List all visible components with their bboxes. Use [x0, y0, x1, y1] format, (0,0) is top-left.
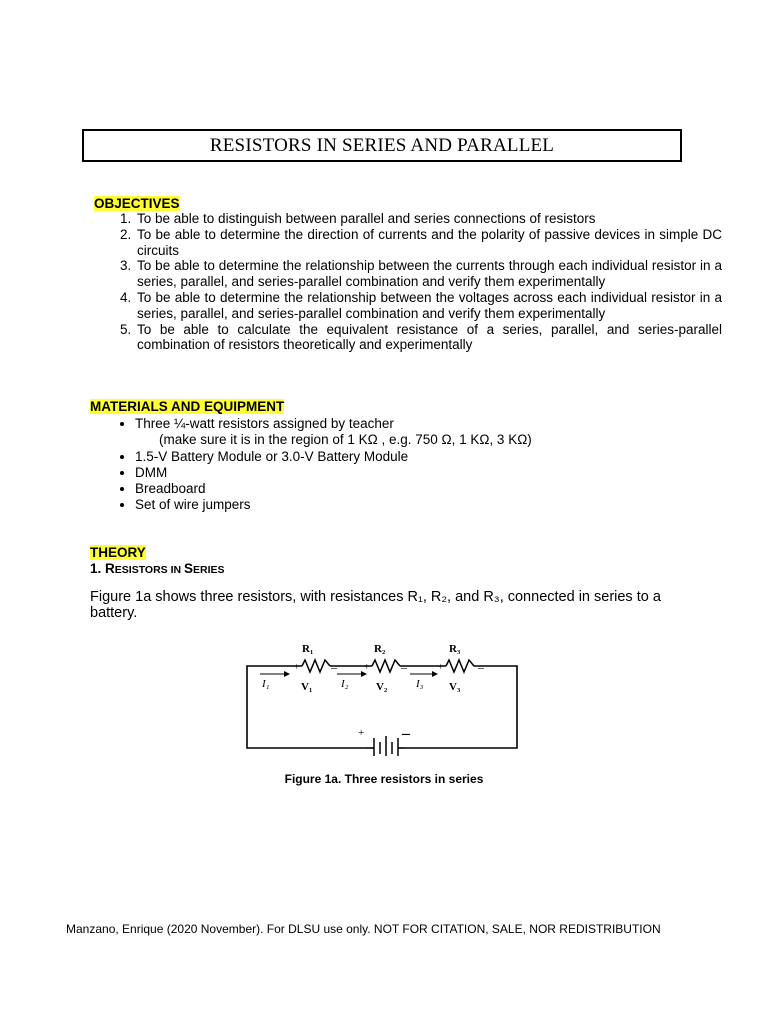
list-item: 4. To be able to determine the relationship between the voltages across each individual resistor in a series, parallel, and series-parallel combination and verify them experimentally — [135, 290, 722, 322]
list-item: 3. To be able to determine the relationship between the currents through each individual resistor in a series, parallel, and series-parallel combination and verify them experimentally — [135, 258, 722, 290]
materials-heading: MATERIALS AND EQUIPMENT — [90, 399, 285, 414]
resistor-r1-symbol — [302, 660, 330, 672]
figure-caption: Figure 1a. Three resistors in series — [284, 772, 484, 786]
r1-minus-sign: – — [331, 660, 337, 674]
r3-minus-sign: – — [478, 660, 484, 674]
list-item: • 1.5-V Battery Module or 3.0-V Battery Module — [135, 449, 722, 465]
current-label-i2: I₂ — [341, 678, 349, 690]
r3-plus-sign: + — [438, 662, 444, 673]
footer-notice: Manzano, Enrique (2020 November). For DLSU use only. NOT FOR CITATION, SALE, NOR REDISTRIBUTION — [66, 922, 661, 936]
voltage-label-v3: V₃ — [449, 681, 461, 693]
list-item: • Breadboard — [135, 481, 722, 497]
r1-plus-sign: + — [294, 662, 300, 673]
resistor-range-note: (make sure it is in the region of 1 KΩ , e.g. 750 Ω, 1 KΩ, 3 KΩ) — [159, 432, 532, 448]
list-item: 5. To be able to calculate the equivalent resistance of a series, parallel, and series-parallel combination of resistors theoretically and experimentally — [135, 322, 722, 354]
series-circuit-diagram — [240, 636, 530, 756]
battery-minus-sign: – — [402, 725, 410, 742]
current-arrow-i3 — [410, 671, 438, 677]
list-item: • DMM — [135, 465, 722, 481]
resistor-r2-symbol — [372, 660, 400, 672]
list-item: 1. To be able to distinguish between parallel and series connections of resistors — [135, 211, 722, 227]
current-arrow-i1 — [260, 671, 290, 677]
objectives-list — [90, 211, 722, 353]
r2-plus-sign: + — [364, 662, 370, 673]
title-box — [82, 129, 682, 162]
resistor-label-r2: R₂ — [374, 643, 386, 655]
resistor-label-r3: R₃ — [449, 643, 461, 655]
list-item: • Three ¼-watt resistors assigned by teacher (make sure it is in the region of 1 KΩ , e.g. 750 Ω, 1 KΩ, 3 KΩ) — [135, 416, 722, 449]
resistor-r3-symbol — [446, 660, 478, 672]
voltage-label-v1: V₁ — [301, 681, 313, 693]
current-label-i3: I₃ — [416, 678, 424, 690]
page-title: RESISTORS IN SERIES AND PARALLEL — [209, 134, 555, 156]
materials-list — [90, 416, 722, 514]
resistor-label-r1: R₁ — [302, 643, 314, 655]
r2-minus-sign: – — [401, 660, 407, 674]
subsection-heading: 1. RESISTORS IN SERIES — [90, 561, 225, 576]
objectives-heading: OBJECTIVES — [94, 196, 180, 211]
list-item: 2. To be able to determine the direction of currents and the polarity of passive devices in simple DC circuits — [135, 227, 722, 259]
current-label-i1: I₁ — [262, 678, 270, 690]
theory-heading: THEORY — [90, 545, 146, 560]
theory-paragraph: Figure 1a shows three resistors, with resistances R₁, R₂, and R₃, connected in series to a battery. — [90, 589, 661, 621]
list-item: • Set of wire jumpers — [135, 497, 722, 513]
voltage-label-v2: V₂ — [376, 681, 388, 693]
battery-plus-sign: + — [358, 727, 365, 739]
current-arrow-i2 — [337, 671, 367, 677]
